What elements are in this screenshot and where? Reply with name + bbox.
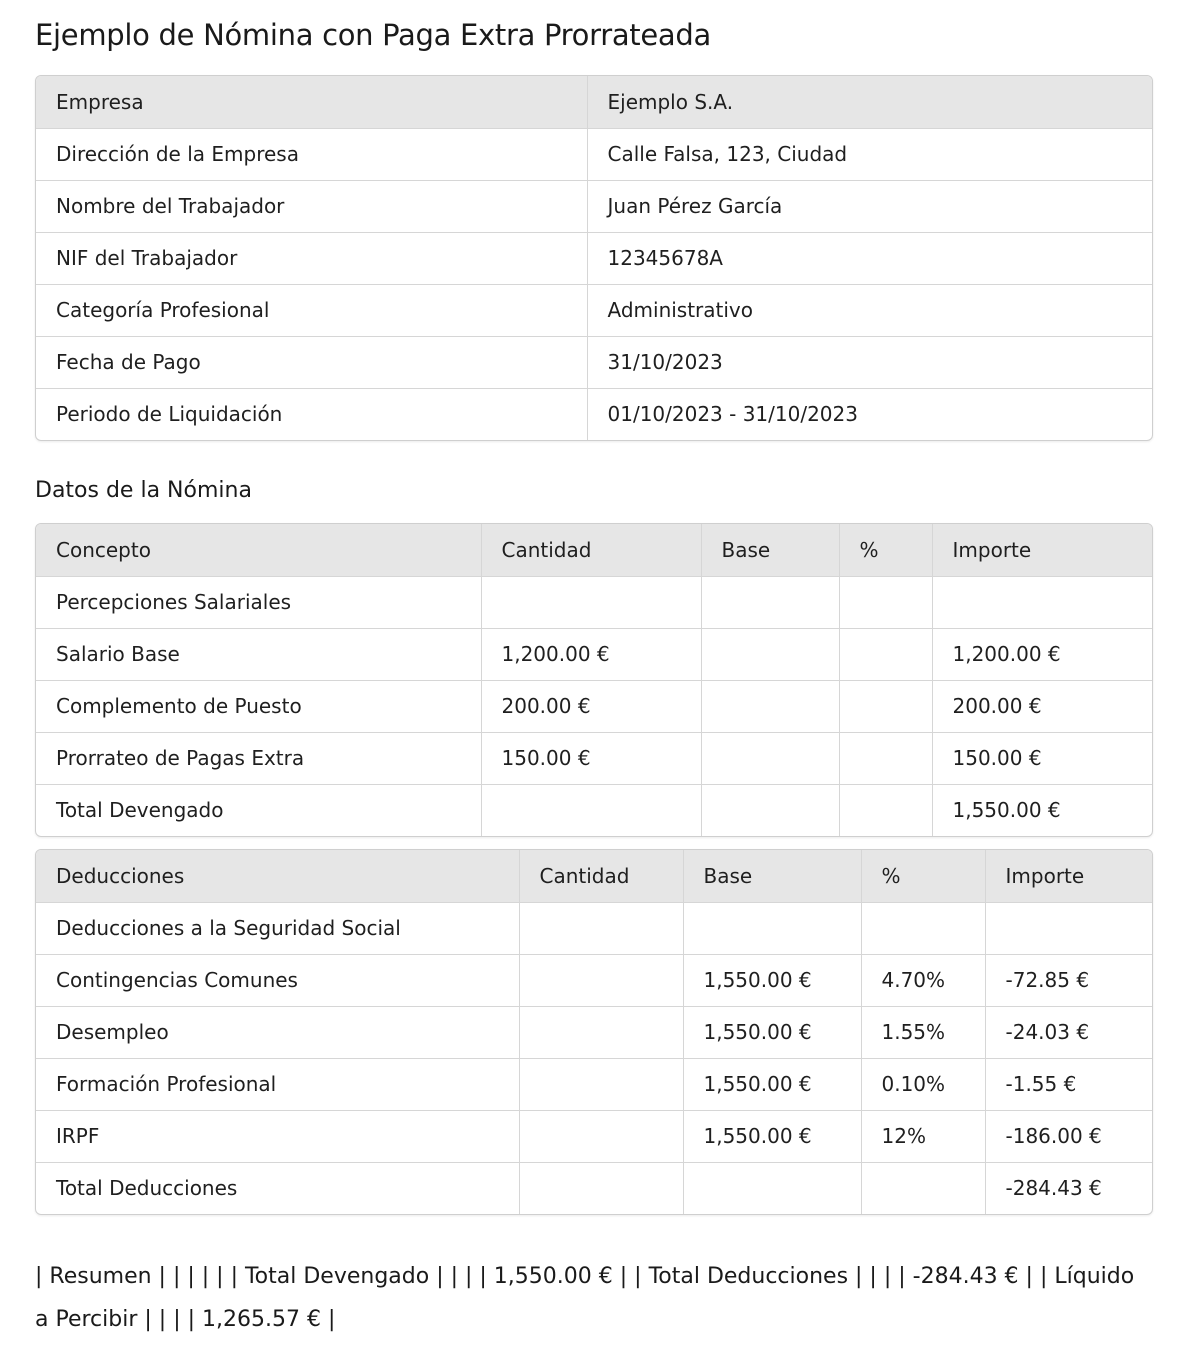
cell — [839, 784, 932, 836]
cell: -1.55 € — [985, 1058, 1152, 1110]
cell: -284.43 € — [1005, 1176, 1102, 1201]
table-row — [36, 680, 1152, 732]
section-title: Datos de la Nómina — [35, 478, 252, 503]
cell — [683, 902, 861, 954]
cell: -186.00 € — [985, 1110, 1152, 1162]
deductions-table — [35, 849, 1153, 1215]
info-row-periodo — [36, 388, 1152, 440]
cell — [861, 902, 985, 954]
table-row — [36, 954, 1152, 1006]
column-header: % — [839, 524, 932, 576]
cell: -72.85 € — [985, 954, 1152, 1006]
cell: -24.03 € — [985, 1006, 1152, 1058]
info-row-fecha — [36, 336, 1152, 388]
page-title: Ejemplo de Nómina con Paga Extra Prorrateada — [35, 18, 711, 52]
cell — [932, 576, 1152, 628]
cell: Prorrateo de Pagas Extra — [36, 732, 481, 784]
cell — [701, 680, 839, 732]
cell — [839, 628, 932, 680]
cell: 150.00 € — [481, 732, 701, 784]
cell — [839, 680, 932, 732]
table-row — [36, 902, 1152, 954]
cell: Formación Profesional — [36, 1058, 519, 1110]
cell — [683, 1162, 861, 1214]
cell — [519, 1058, 683, 1110]
cell: 1,200.00 € — [481, 628, 701, 680]
cell — [839, 732, 932, 784]
cell: Desempleo — [36, 1006, 519, 1058]
info-label: Dirección de la Empresa — [36, 128, 587, 180]
cell: 1,550.00 € — [683, 1110, 861, 1162]
deductions-header-row — [36, 850, 1152, 902]
info-row-empresa — [36, 76, 1152, 128]
cell: 12% — [861, 1110, 985, 1162]
column-header: % — [861, 850, 985, 902]
info-label: NIF del Trabajador — [36, 232, 587, 284]
cell: Contingencias Comunes — [36, 954, 519, 1006]
info-label: Periodo de Liquidación — [36, 388, 587, 440]
cell: 4.70% — [861, 954, 985, 1006]
cell: 0.10% — [861, 1058, 985, 1110]
cell: Deducciones a la Seguridad Social — [36, 902, 519, 954]
cell: 1,550.00 € — [683, 954, 861, 1006]
column-header: Deducciones — [36, 850, 519, 902]
info-value: Ejemplo S.A. — [587, 76, 1152, 128]
table-row — [36, 628, 1152, 680]
info-row-nif — [36, 232, 1152, 284]
cell: 1,550.00 € — [683, 1006, 861, 1058]
column-header: Cantidad — [481, 524, 701, 576]
cell: 1,550.00 € — [952, 798, 1061, 823]
info-row-categoria — [36, 284, 1152, 336]
table-row — [36, 576, 1152, 628]
cell — [481, 784, 701, 836]
cell — [985, 902, 1152, 954]
cell: Percepciones Salariales — [36, 576, 481, 628]
cell — [519, 1006, 683, 1058]
info-label: Nombre del Trabajador — [36, 180, 587, 232]
cell — [519, 1110, 683, 1162]
info-value: Calle Falsa, 123, Ciudad — [587, 128, 1152, 180]
column-header: Importe — [932, 524, 1152, 576]
info-label: Categoría Profesional — [36, 284, 587, 336]
earnings-table — [35, 523, 1153, 837]
earnings-header-row — [36, 524, 1152, 576]
cell — [519, 902, 683, 954]
table-row — [36, 1006, 1152, 1058]
cell: Total Devengado — [36, 784, 481, 836]
info-row-direccion — [36, 128, 1152, 180]
table-row — [36, 732, 1152, 784]
cell — [481, 576, 701, 628]
cell — [519, 1162, 683, 1214]
cell — [701, 784, 839, 836]
column-header: Base — [701, 524, 839, 576]
info-value: 01/10/2023 - 31/10/2023 — [607, 402, 858, 427]
cell — [839, 576, 932, 628]
table-row — [36, 1058, 1152, 1110]
cell: Complemento de Puesto — [36, 680, 481, 732]
cell: 1.55% — [861, 1006, 985, 1058]
cell — [861, 1162, 985, 1214]
cell — [519, 954, 683, 1006]
cell: IRPF — [36, 1110, 519, 1162]
cell: 1,200.00 € — [932, 628, 1152, 680]
info-value: 31/10/2023 — [587, 336, 1152, 388]
cell: 200.00 € — [481, 680, 701, 732]
total-row — [36, 1162, 1152, 1214]
info-row-nombre — [36, 180, 1152, 232]
company-info-table — [35, 75, 1153, 441]
cell — [701, 732, 839, 784]
cell: 150.00 € — [932, 732, 1152, 784]
cell: 1,550.00 € — [683, 1058, 861, 1110]
info-value: Juan Pérez García — [587, 180, 1152, 232]
cell — [701, 628, 839, 680]
total-row — [36, 784, 1152, 836]
column-header: Importe — [985, 850, 1152, 902]
column-header: Concepto — [36, 524, 481, 576]
cell: Total Deducciones — [36, 1162, 519, 1214]
cell: 200.00 € — [932, 680, 1152, 732]
info-label: Empresa — [36, 76, 587, 128]
column-header: Cantidad — [519, 850, 683, 902]
info-value: 12345678A — [587, 232, 1152, 284]
summary-text: | Resumen | | | | | | Total Devengado | | | | 1,550.00 € | | Total Deducciones | | | | -284.43 € | | Líquido a Percibir | | | | 1,265.57 € | — [35, 1264, 1135, 1332]
info-value: Administrativo — [587, 284, 1152, 336]
table-row — [36, 1110, 1152, 1162]
cell — [701, 576, 839, 628]
info-label: Fecha de Pago — [36, 336, 587, 388]
cell: Salario Base — [36, 628, 481, 680]
column-header: Base — [683, 850, 861, 902]
